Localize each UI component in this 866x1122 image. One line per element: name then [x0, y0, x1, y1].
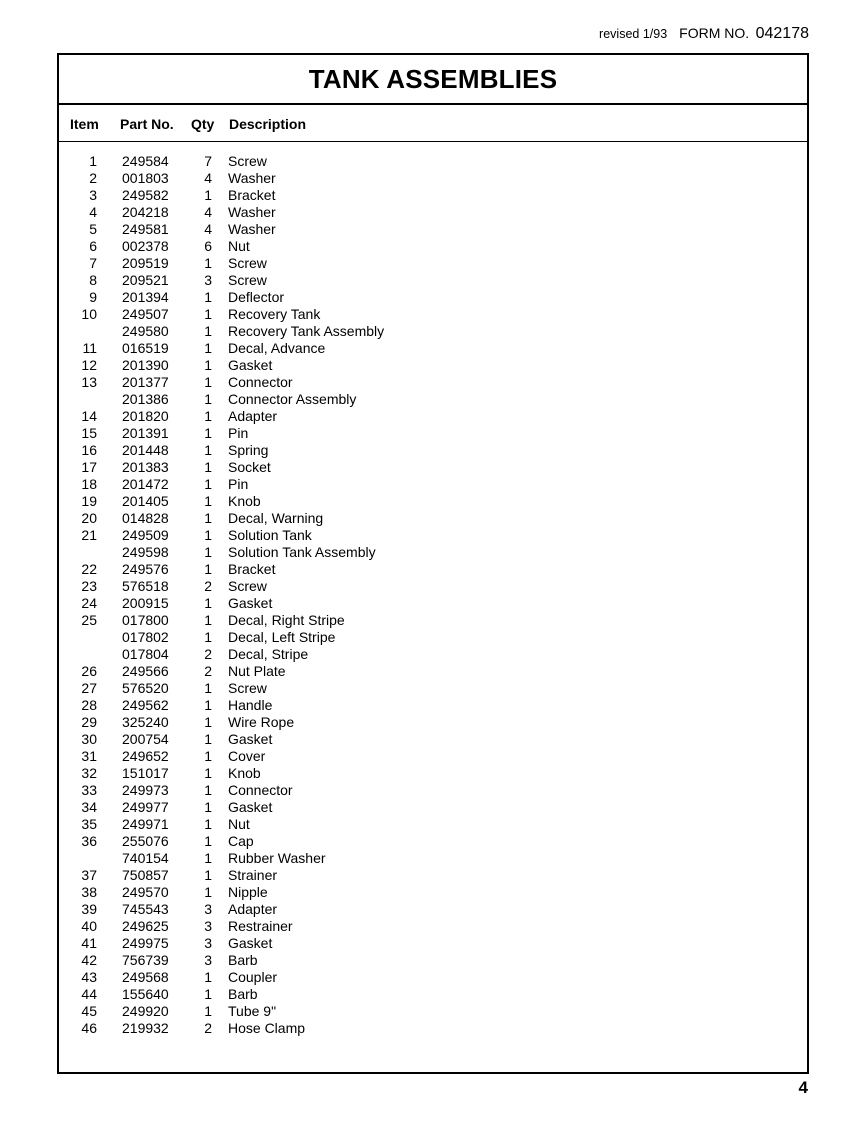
row-item-number: 1: [89, 153, 97, 169]
row-part-number: 740154: [122, 850, 169, 866]
row-part-number: 325240: [122, 714, 169, 730]
row-part-number: 017804: [122, 646, 169, 662]
row-item-number: 21: [81, 527, 97, 543]
row-description: Decal, Right Stripe: [228, 612, 345, 628]
table-row: [59, 170, 807, 187]
row-description: Adapter: [228, 408, 278, 424]
table-row: [59, 204, 807, 221]
table-row: [59, 357, 807, 374]
row-quantity: 2: [204, 646, 212, 662]
row-item-number: 10: [81, 306, 97, 322]
row-item-number: 12: [81, 357, 97, 373]
row-part-number: 576518: [122, 578, 169, 594]
table-row: [59, 442, 807, 459]
title-bar: [59, 55, 807, 105]
row-item-number: 40: [81, 918, 97, 934]
row-description: Connector Assembly: [228, 391, 357, 407]
row-part-number: 249576: [122, 561, 169, 577]
row-quantity: 1: [204, 340, 212, 356]
row-description: Screw: [228, 255, 267, 271]
row-quantity: 3: [204, 272, 212, 288]
table-row: [59, 850, 807, 867]
row-item-number: 17: [81, 459, 97, 475]
table-row: [59, 918, 807, 935]
row-quantity: 1: [204, 1003, 212, 1019]
row-description: Solution Tank Assembly: [228, 544, 376, 560]
table-row: [59, 340, 807, 357]
table-row: [59, 646, 807, 663]
row-description: Bracket: [228, 561, 276, 577]
parts-table-frame: [57, 53, 809, 1074]
form-number: 042178: [755, 25, 809, 42]
row-description: Screw: [228, 578, 267, 594]
row-quantity: 6: [204, 238, 212, 254]
row-part-number: 249975: [122, 935, 169, 951]
row-quantity: 1: [204, 408, 212, 424]
table-row: [59, 816, 807, 833]
row-description: Pin: [228, 476, 249, 492]
table-row: [59, 527, 807, 544]
row-quantity: 1: [204, 391, 212, 407]
table-row: [59, 1003, 807, 1020]
revision-date: revised 1/93: [599, 27, 668, 41]
row-part-number: 209519: [122, 255, 169, 271]
table-row: [59, 1020, 807, 1037]
row-quantity: 1: [204, 187, 212, 203]
row-item-number: 16: [81, 442, 97, 458]
row-item-number: 34: [81, 799, 97, 815]
row-item-number: 41: [81, 935, 97, 951]
row-item-number: 25: [81, 612, 97, 628]
row-description: Screw: [228, 153, 267, 169]
row-quantity: 1: [204, 731, 212, 747]
row-part-number: 155640: [122, 986, 169, 1002]
row-item-number: 37: [81, 867, 97, 883]
row-quantity: 1: [204, 561, 212, 577]
row-description: Decal, Advance: [228, 340, 326, 356]
row-item-number: 27: [81, 680, 97, 696]
table-row: [59, 595, 807, 612]
row-part-number: 014828: [122, 510, 169, 526]
row-quantity: 4: [204, 204, 212, 220]
row-description: Washer: [228, 170, 276, 186]
row-item-number: 5: [89, 221, 97, 237]
row-part-number: 201448: [122, 442, 169, 458]
row-item-number: 32: [81, 765, 97, 781]
row-item-number: 31: [81, 748, 97, 764]
table-row: [59, 374, 807, 391]
row-part-number: 249920: [122, 1003, 169, 1019]
row-quantity: 1: [204, 833, 212, 849]
table-row: [59, 884, 807, 901]
row-part-number: 249652: [122, 748, 169, 764]
row-part-number: 249977: [122, 799, 169, 815]
row-description: Knob: [228, 765, 261, 781]
row-description: Socket: [228, 459, 271, 475]
row-description: Hose Clamp: [228, 1020, 306, 1036]
row-description: Barb: [228, 986, 258, 1002]
row-part-number: 576520: [122, 680, 169, 696]
table-row: [59, 867, 807, 884]
row-description: Nut: [228, 238, 250, 254]
table-row: [59, 612, 807, 629]
table-row: [59, 714, 807, 731]
table-row: [59, 952, 807, 969]
row-description: Connector: [228, 782, 293, 798]
row-part-number: 249625: [122, 918, 169, 934]
row-item-number: 19: [81, 493, 97, 509]
row-description: Bracket: [228, 187, 276, 203]
row-description: Pin: [228, 425, 249, 441]
table-row: [59, 986, 807, 1003]
table-row: [59, 238, 807, 255]
row-part-number: 204218: [122, 204, 169, 220]
row-description: Screw: [228, 272, 267, 288]
table-row: [59, 187, 807, 204]
row-description: Knob: [228, 493, 261, 509]
row-part-number: 249581: [122, 221, 169, 237]
row-description: Decal, Stripe: [228, 646, 309, 662]
row-quantity: 1: [204, 323, 212, 339]
row-item-number: 43: [81, 969, 97, 985]
column-header-qty: Qty: [191, 116, 215, 132]
row-quantity: 1: [204, 442, 212, 458]
row-part-number: 016519: [122, 340, 169, 356]
row-item-number: 29: [81, 714, 97, 730]
row-item-number: 2: [89, 170, 97, 186]
table-row: [59, 765, 807, 782]
row-quantity: 3: [204, 918, 212, 934]
row-item-number: 3: [89, 187, 97, 203]
table-row: [59, 969, 807, 986]
row-description: Cap: [228, 833, 254, 849]
row-quantity: 3: [204, 935, 212, 951]
row-quantity: 1: [204, 629, 212, 645]
row-quantity: 1: [204, 850, 212, 866]
table-row: [59, 425, 807, 442]
row-description: Washer: [228, 221, 276, 237]
row-description: Gasket: [228, 935, 273, 951]
row-description: Gasket: [228, 799, 273, 815]
row-part-number: 201472: [122, 476, 169, 492]
table-row: [59, 476, 807, 493]
form-header: [599, 24, 809, 43]
row-description: Screw: [228, 680, 267, 696]
row-item-number: 22: [81, 561, 97, 577]
column-header-row: [59, 105, 807, 142]
row-description: Spring: [228, 442, 269, 458]
row-quantity: 1: [204, 714, 212, 730]
table-row: [59, 255, 807, 272]
row-part-number: 201383: [122, 459, 169, 475]
column-header-part-no: Part No.: [120, 116, 174, 132]
row-quantity: 1: [204, 680, 212, 696]
row-description: Strainer: [228, 867, 278, 883]
row-part-number: 249566: [122, 663, 169, 679]
row-item-number: 26: [81, 663, 97, 679]
row-description: Decal, Warning: [228, 510, 324, 526]
row-part-number: 001803: [122, 170, 169, 186]
row-part-number: 249582: [122, 187, 169, 203]
row-quantity: 1: [204, 425, 212, 441]
row-part-number: 249584: [122, 153, 169, 169]
table-row: [59, 799, 807, 816]
row-quantity: 1: [204, 527, 212, 543]
row-description: Nipple: [228, 884, 268, 900]
row-item-number: 13: [81, 374, 97, 390]
row-item-number: 23: [81, 578, 97, 594]
row-quantity: 2: [204, 578, 212, 594]
row-quantity: 1: [204, 289, 212, 305]
page-number: 4: [798, 1078, 808, 1097]
row-item-number: 4: [89, 204, 97, 220]
row-description: Restrainer: [228, 918, 293, 934]
row-part-number: 249562: [122, 697, 169, 713]
row-quantity: 1: [204, 374, 212, 390]
table-row: [59, 731, 807, 748]
row-item-number: 24: [81, 595, 97, 611]
row-part-number: 249580: [122, 323, 169, 339]
row-part-number: 745543: [122, 901, 169, 917]
row-description: Cover: [228, 748, 266, 764]
row-part-number: 249570: [122, 884, 169, 900]
row-description: Handle: [228, 697, 273, 713]
row-description: Recovery Tank Assembly: [228, 323, 385, 339]
row-item-number: 39: [81, 901, 97, 917]
table-row: [59, 663, 807, 680]
row-part-number: 017800: [122, 612, 169, 628]
row-part-number: 151017: [122, 765, 169, 781]
row-item-number: 6: [89, 238, 97, 254]
row-part-number: 017802: [122, 629, 169, 645]
row-item-number: 8: [89, 272, 97, 288]
row-item-number: 30: [81, 731, 97, 747]
row-quantity: 1: [204, 612, 212, 628]
table-row: [59, 323, 807, 340]
row-quantity: 1: [204, 782, 212, 798]
row-quantity: 2: [204, 663, 212, 679]
table-row: [59, 697, 807, 714]
row-part-number: 249507: [122, 306, 169, 322]
table-row: [59, 833, 807, 850]
row-item-number: 42: [81, 952, 97, 968]
row-part-number: 756739: [122, 952, 169, 968]
row-quantity: 7: [204, 153, 212, 169]
row-part-number: 201391: [122, 425, 169, 441]
row-description: Nut Plate: [228, 663, 286, 679]
row-part-number: 249598: [122, 544, 169, 560]
column-header-item: Item: [70, 116, 99, 132]
table-row: [59, 782, 807, 799]
table-row: [59, 578, 807, 595]
row-description: Gasket: [228, 595, 273, 611]
row-description: Adapter: [228, 901, 278, 917]
row-description: Recovery Tank: [228, 306, 321, 322]
form-number-label: FORM NO.: [679, 25, 750, 41]
row-quantity: 1: [204, 816, 212, 832]
row-item-number: 20: [81, 510, 97, 526]
parts-list: [59, 153, 807, 1037]
row-quantity: 1: [204, 748, 212, 764]
row-quantity: 1: [204, 493, 212, 509]
table-row: [59, 510, 807, 527]
table-row: [59, 629, 807, 646]
row-quantity: 1: [204, 544, 212, 560]
row-quantity: 1: [204, 799, 212, 815]
row-quantity: 1: [204, 459, 212, 475]
row-description: Nut: [228, 816, 250, 832]
row-quantity: 1: [204, 306, 212, 322]
row-part-number: 249568: [122, 969, 169, 985]
row-item-number: 15: [81, 425, 97, 441]
row-part-number: 249509: [122, 527, 169, 543]
row-part-number: 201394: [122, 289, 169, 305]
row-item-number: 18: [81, 476, 97, 492]
row-item-number: 14: [81, 408, 97, 424]
row-quantity: 1: [204, 884, 212, 900]
table-row: [59, 459, 807, 476]
row-description: Barb: [228, 952, 258, 968]
row-part-number: 201405: [122, 493, 169, 509]
row-item-number: 35: [81, 816, 97, 832]
row-description: Deflector: [228, 289, 285, 305]
row-quantity: 1: [204, 595, 212, 611]
table-row: [59, 306, 807, 323]
row-part-number: 201386: [122, 391, 169, 407]
column-header-description: Description: [229, 116, 307, 132]
row-description: Tube 9": [228, 1003, 277, 1019]
row-part-number: 200754: [122, 731, 169, 747]
row-item-number: 45: [81, 1003, 97, 1019]
row-part-number: 255076: [122, 833, 169, 849]
row-quantity: 1: [204, 697, 212, 713]
table-row: [59, 561, 807, 578]
row-part-number: 249971: [122, 816, 169, 832]
row-description: Connector: [228, 374, 293, 390]
table-row: [59, 935, 807, 952]
row-description: Wire Rope: [228, 714, 295, 730]
table-row: [59, 391, 807, 408]
row-part-number: 219932: [122, 1020, 169, 1036]
row-item-number: 38: [81, 884, 97, 900]
row-quantity: 1: [204, 969, 212, 985]
row-part-number: 201390: [122, 357, 169, 373]
table-row: [59, 408, 807, 425]
row-part-number: 002378: [122, 238, 169, 254]
table-row: [59, 272, 807, 289]
row-quantity: 4: [204, 221, 212, 237]
table-row: [59, 493, 807, 510]
table-row: [59, 289, 807, 306]
row-description: Gasket: [228, 357, 273, 373]
row-part-number: 200915: [122, 595, 169, 611]
row-quantity: 3: [204, 952, 212, 968]
row-item-number: 33: [81, 782, 97, 798]
row-item-number: 36: [81, 833, 97, 849]
row-item-number: 7: [89, 255, 97, 271]
row-description: Decal, Left Stripe: [228, 629, 336, 645]
row-quantity: 1: [204, 357, 212, 373]
table-row: [59, 680, 807, 697]
row-part-number: 201820: [122, 408, 169, 424]
row-part-number: 750857: [122, 867, 169, 883]
row-item-number: 9: [89, 289, 97, 305]
row-item-number: 44: [81, 986, 97, 1002]
row-quantity: 1: [204, 765, 212, 781]
row-description: Solution Tank: [228, 527, 312, 543]
table-row: [59, 221, 807, 238]
row-item-number: 28: [81, 697, 97, 713]
table-row: [59, 153, 807, 170]
table-row: [59, 901, 807, 918]
page-title: TANK ASSEMBLIES: [308, 63, 558, 94]
row-quantity: 4: [204, 170, 212, 186]
row-part-number: 209521: [122, 272, 169, 288]
row-quantity: 1: [204, 476, 212, 492]
row-part-number: 249973: [122, 782, 169, 798]
row-description: Coupler: [228, 969, 278, 985]
table-row: [59, 748, 807, 765]
row-quantity: 3: [204, 901, 212, 917]
row-item-number: 11: [82, 340, 97, 356]
row-quantity: 1: [204, 510, 212, 526]
row-quantity: 1: [204, 255, 212, 271]
row-description: Washer: [228, 204, 276, 220]
row-quantity: 2: [204, 1020, 212, 1036]
table-row: [59, 544, 807, 561]
row-quantity: 1: [204, 986, 212, 1002]
row-description: Gasket: [228, 731, 273, 747]
row-item-number: 46: [81, 1020, 97, 1036]
row-quantity: 1: [204, 867, 212, 883]
row-part-number: 201377: [122, 374, 169, 390]
row-description: Rubber Washer: [228, 850, 326, 866]
